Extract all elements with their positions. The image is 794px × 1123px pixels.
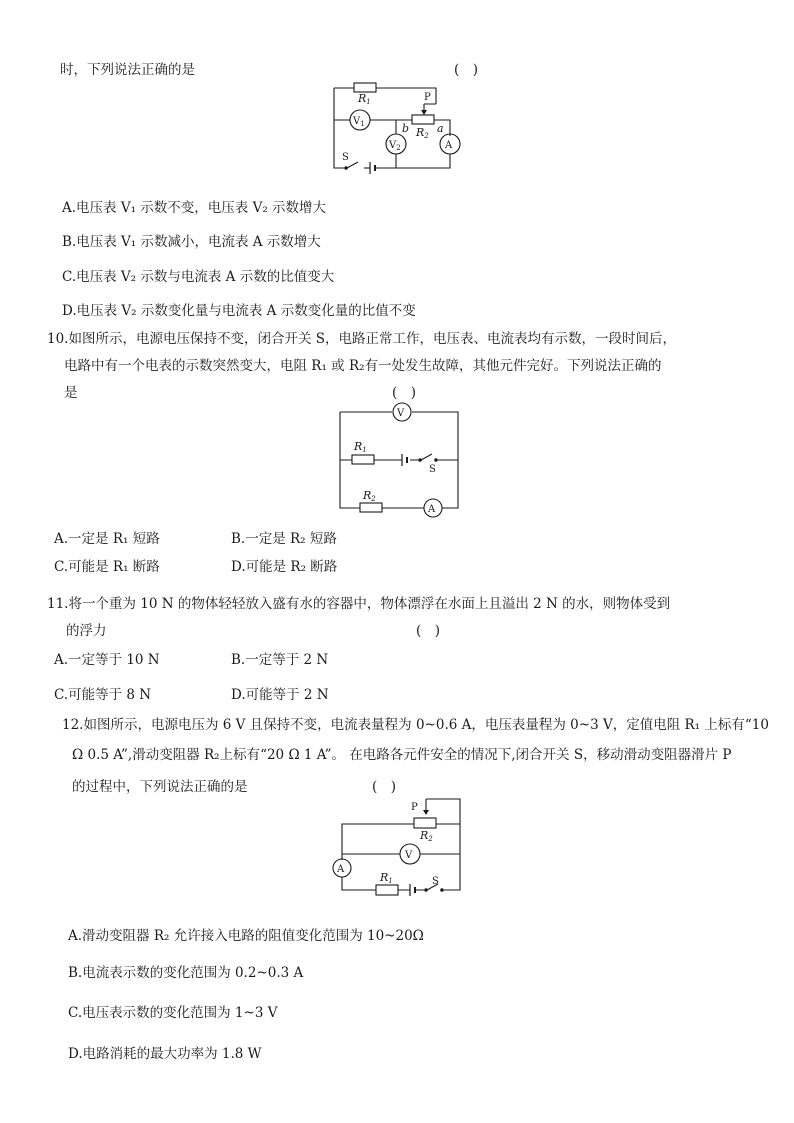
q9-option-b: B.电压表 V₁ 示数减小，电流表 A 示数增大 bbox=[62, 234, 321, 250]
q12-option-c: C.电压表示数的变化范围为 1~3 V bbox=[68, 1005, 278, 1021]
q10-ammeter-label: A bbox=[428, 504, 436, 515]
q10-stem-line1: 10.如图所示，电源电压保持不变，闭合开关 S，电路正常工作，电压表、电流表均有示数，一段时间后， bbox=[47, 331, 677, 347]
q10-option-b: B.一定是 R₂ 短路 bbox=[231, 531, 337, 547]
q11-stem-line2: 的浮力 bbox=[66, 623, 107, 639]
q9-r1-label: R1 bbox=[358, 92, 371, 106]
q12-option-b: B.电流表示数的变化范围为 0.2~0.3 A bbox=[68, 965, 304, 981]
q11-option-c: C.可能等于 8 N bbox=[54, 687, 152, 703]
q10-v-label: V bbox=[397, 408, 405, 419]
q10-circuit-figure bbox=[330, 400, 470, 524]
q10-stem-line2: 电路中有一个电表的示数突然变大，电阻 R₁ 或 R₂有一处发生故障，其他元件完好。下列说法正确的 bbox=[64, 358, 662, 374]
q12-r2-resistor bbox=[414, 818, 436, 828]
q12-r1-label: R1 bbox=[380, 871, 393, 885]
q10-r2-label: R2 bbox=[363, 489, 376, 503]
q10-answer-bracket: ( ) bbox=[392, 385, 417, 401]
q11-option-a: A.一定等于 10 N bbox=[54, 652, 160, 668]
q9-r2-resistor bbox=[412, 115, 434, 124]
q12-stem-line3: 的过程中，下列说法正确的是 bbox=[72, 779, 248, 795]
q12-option-a: A.滑动变阻器 R₂ 允许接入电路的阻值变化范围为 10~20Ω bbox=[68, 928, 424, 944]
q10-option-d: D.可能是 R₂ 断路 bbox=[231, 559, 338, 575]
q10-r1-resistor bbox=[352, 455, 374, 464]
q12-r2-label: R2 bbox=[420, 829, 433, 843]
q9-s-label: S bbox=[342, 152, 349, 163]
q12-stem-line2: Ω 0.5 A”,滑动变阻器 R₂上标有“20 Ω 1 A”。 在电路各元件安全的情况下,闭合开关 S，移动滑动变阻器滑片 P bbox=[72, 747, 732, 763]
q12-stem-line1: 12.如图所示，电源电压为 6 V 且保持不变，电流表量程为 0~0.6 A，电压表量程为 0~3 V，定值电阻 R₁ 上标有“10 bbox=[62, 717, 769, 733]
q10-s-label: S bbox=[429, 464, 436, 475]
q9-a-label: a bbox=[437, 122, 444, 135]
q11-stem-line1: 11.将一个重为 10 N 的物体轻轻放入盛有水的容器中，物体漂浮在水面上且溢出 2 N 的水，则物体受到 bbox=[47, 596, 671, 612]
q11-option-b: B.一定等于 2 N bbox=[231, 652, 329, 668]
q12-answer-bracket: ( ) bbox=[372, 779, 397, 795]
q10-option-a: A.一定是 R₁ 短路 bbox=[54, 531, 160, 547]
q11-option-d: D.可能等于 2 N bbox=[231, 687, 329, 703]
q12-ammeter-label: A bbox=[337, 864, 345, 875]
q12-option-d: D.电路消耗的最大功率为 1.8 W bbox=[68, 1046, 262, 1062]
q10-option-c: C.可能是 R₁ 断路 bbox=[54, 559, 160, 575]
q9-v1-label: $V_1$ bbox=[353, 116, 365, 128]
q9-r1-resistor bbox=[354, 83, 376, 92]
q9-stem-tail: 时，下列说法正确的是 bbox=[60, 62, 195, 78]
q9-r2-label: R2 bbox=[416, 126, 429, 140]
q11-answer-bracket: ( ) bbox=[416, 623, 441, 639]
q12-v-label: V bbox=[405, 850, 413, 861]
q9-b-label: b bbox=[402, 122, 410, 135]
q12-s-label: S bbox=[432, 876, 439, 887]
q9-answer-bracket: ( ) bbox=[454, 62, 479, 78]
q12-p-label: P bbox=[411, 802, 418, 813]
q9-option-a: A.电压表 V₁ 示数不变，电压表 V₂ 示数增大 bbox=[62, 200, 327, 216]
q9-v2-label: $V_2$ bbox=[389, 140, 401, 152]
q9-option-c: C.电压表 V₂ 示数与电流表 A 示数的比值变大 bbox=[62, 269, 335, 285]
q10-r2-resistor bbox=[360, 503, 382, 512]
q10-stem-line3: 是 bbox=[64, 385, 78, 401]
q9-circuit-figure bbox=[320, 76, 470, 190]
q12-circuit-figure bbox=[328, 794, 468, 908]
q9-p-label: P bbox=[424, 92, 431, 103]
q9-option-d: D.电压表 V₂ 示数变化量与电流表 A 示数变化量的比值不变 bbox=[62, 303, 416, 319]
q10-r1-label: R1 bbox=[354, 440, 367, 454]
q9-ammeter-label: A bbox=[445, 140, 453, 151]
q12-r1-resistor bbox=[376, 885, 398, 895]
